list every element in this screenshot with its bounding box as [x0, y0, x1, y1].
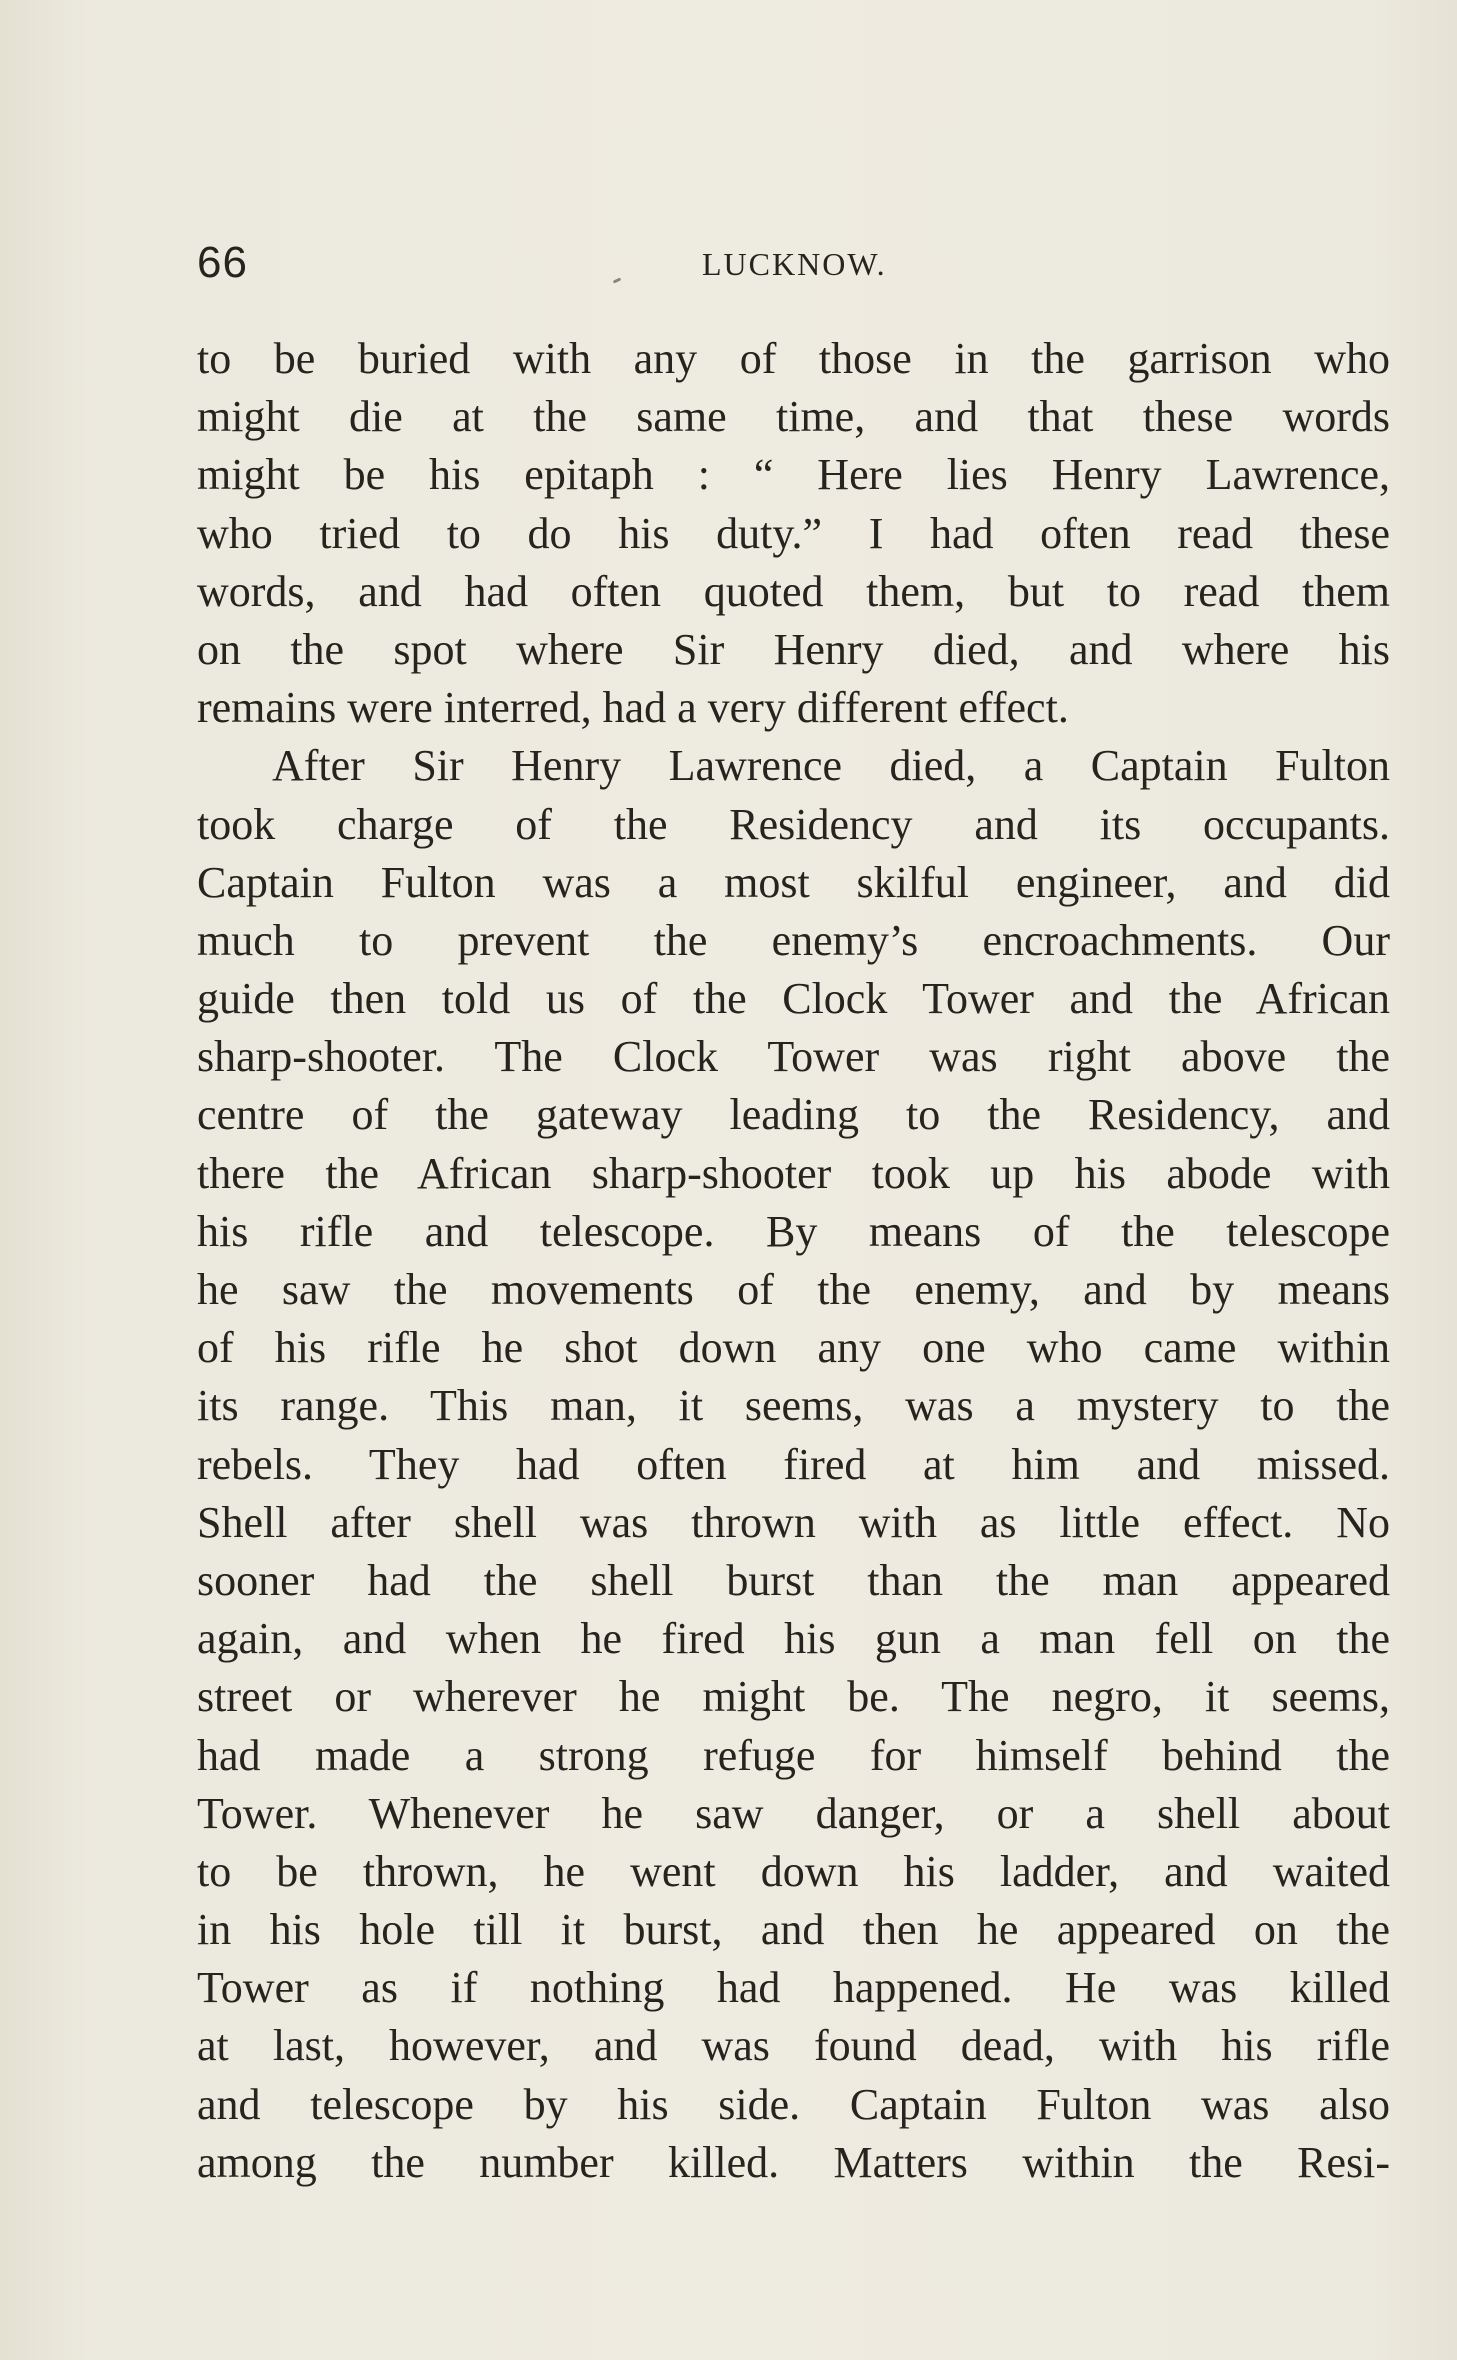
page-header: [197, 238, 1390, 298]
page-number: 66: [197, 238, 248, 287]
text-line: to be thrown, he went down his ladder, and waited: [197, 1846, 1390, 1896]
text-line: of his rifle he shot down any one who came within: [197, 1323, 1390, 1373]
text-line: rebels. They had often fired at him and missed.: [197, 1439, 1390, 1489]
text-line: and telescope by his side. Captain Fulton was also: [197, 2079, 1390, 2129]
text-line: who tried to do his duty.” I had often read these: [197, 508, 1390, 558]
text-line: Captain Fulton was a most skilful engineer, and did: [197, 857, 1390, 907]
text-line: to be buried with any of those in the garrison who: [197, 334, 1390, 383]
text-line: took charge of the Residency and its occupants.: [197, 799, 1390, 849]
text-line: in his hole till it burst, and then he appeared on the: [197, 1905, 1390, 1955]
text-line: Shell after shell was thrown with as little effect. No: [197, 1497, 1390, 1547]
text-line: Tower. Whenever he saw danger, or a shell about: [197, 1788, 1390, 1838]
text-line: its range. This man, it seems, was a mystery to the: [197, 1381, 1390, 1431]
body-text: [197, 330, 1390, 2192]
text-line: there the African sharp-shooter took up his abode with: [197, 1148, 1390, 1198]
text-line: words, and had often quoted them, but to read them: [197, 566, 1390, 616]
paragraph-start-line: After Sir Henry Lawrence died, a Captain Fulton: [272, 741, 1390, 791]
text-line: remains were interred, had a very different effect.: [197, 683, 1069, 733]
text-line: Tower as if nothing had happened. He was killed: [197, 1963, 1390, 2013]
text-line: at last, however, and was found dead, with his rifle: [197, 2021, 1390, 2071]
text-line: again, and when he fired his gun a man fell on the: [197, 1614, 1390, 1664]
text-line: much to prevent the enemy’s encroachments. Our: [197, 915, 1390, 965]
text-line: street or wherever he might be. The negro, it seems,: [197, 1672, 1390, 1722]
text-line: had made a strong refuge for himself behind the: [197, 1730, 1390, 1780]
text-line: sooner had the shell burst than the man appeared: [197, 1555, 1390, 1605]
text-line: might be his epitaph : “ Here lies Henry Lawrence,: [197, 450, 1390, 500]
text-line: on the spot where Sir Henry died, and where his: [197, 624, 1390, 674]
text-line: his rifle and telescope. By means of the telescope: [197, 1206, 1390, 1256]
text-line: might die at the same time, and that these words: [197, 392, 1390, 442]
text-line: guide then told us of the Clock Tower and the African: [197, 974, 1390, 1024]
text-line: sharp-shooter. The Clock Tower was right above the: [197, 1032, 1390, 1082]
text-line: among the number killed. Matters within the Resi-: [197, 2137, 1390, 2187]
text-line: centre of the gateway leading to the Residency, and: [197, 1090, 1390, 1140]
running-head: LUCKNOW.: [702, 246, 887, 282]
text-line: he saw the movements of the enemy, and by means: [197, 1265, 1390, 1314]
